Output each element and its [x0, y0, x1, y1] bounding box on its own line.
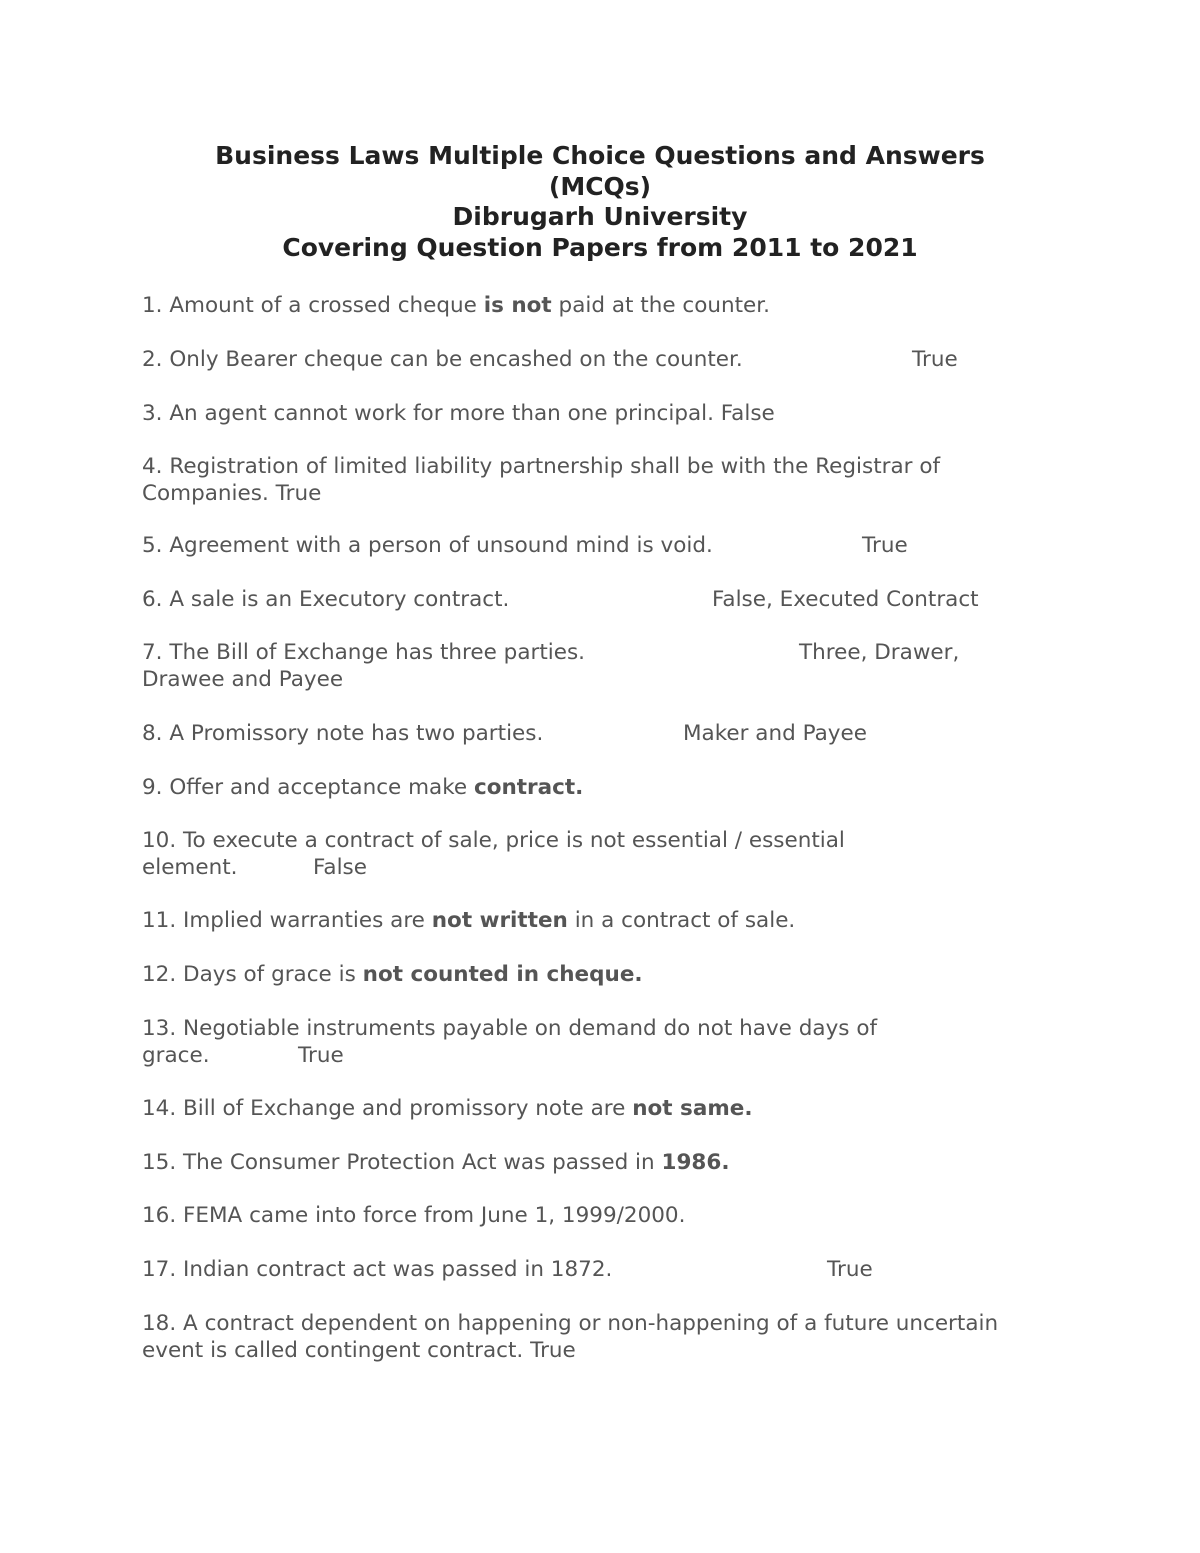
- question-text-line2: grace.: [142, 1042, 210, 1068]
- question-answer-line2: Drawee and Payee: [142, 666, 344, 692]
- question-15: [142, 1150, 1102, 1177]
- question-emphasis: not counted in cheque.: [362, 962, 643, 987]
- question-2: [142, 347, 1102, 374]
- question-text: 15. The Consumer Protection Act was passed in: [142, 1150, 662, 1175]
- question-text: 9. Offer and acceptance make: [142, 775, 474, 800]
- question-10: [142, 828, 1102, 881]
- question-answer: True: [912, 347, 958, 372]
- question-answer: False: [313, 854, 367, 880]
- question-9: [142, 775, 1102, 802]
- question-text: 10. To execute a contract of sale, price is not essential / essential: [142, 828, 845, 853]
- question-text: 13. Negotiable instruments payable on demand do not have days of: [142, 1016, 878, 1041]
- question-text: 14. Bill of Exchange and promissory note are: [142, 1096, 633, 1121]
- question-8: [142, 721, 1102, 748]
- document-title: [0, 141, 1200, 263]
- question-11: [142, 908, 1102, 935]
- question-emphasis: not same.: [632, 1096, 753, 1121]
- question-answer: False, Executed Contract: [712, 587, 979, 612]
- question-text: 3. An agent cannot work for more than one principal. False: [142, 401, 775, 426]
- question-text: 12. Days of grace is: [142, 962, 363, 987]
- question-18: [142, 1311, 1102, 1364]
- question-text: 8. A Promissory note has two parties.: [142, 721, 544, 746]
- question-emphasis: contract.: [473, 775, 584, 800]
- question-emphasis: 1986.: [661, 1150, 730, 1175]
- title-line-1: Business Laws Multiple Choice Questions and Answers: [215, 141, 985, 170]
- question-1: [142, 293, 1102, 320]
- question-text: 7. The Bill of Exchange has three parties.: [142, 640, 585, 665]
- question-12: [142, 962, 1102, 989]
- question-13: [142, 1016, 1102, 1069]
- question-16: [142, 1203, 1102, 1230]
- question-text: 1. Amount of a crossed cheque: [142, 293, 484, 318]
- question-answer: True: [298, 1042, 344, 1068]
- question-7: [142, 640, 1102, 693]
- question-text-line2: Companies. True: [142, 480, 322, 506]
- question-text-end: in a contract of sale.: [567, 908, 796, 933]
- question-text: 16. FEMA came into force from June 1, 1999/2000.: [142, 1203, 686, 1228]
- title-line-2: (MCQs): [548, 171, 652, 201]
- question-text: 2. Only Bearer cheque can be encashed on the counter.: [142, 347, 743, 372]
- question-17: [142, 1257, 1102, 1284]
- question-emphasis: not written: [431, 908, 568, 933]
- question-text: 11. Implied warranties are: [142, 908, 432, 933]
- question-answer: Maker and Payee: [683, 721, 867, 746]
- question-answer: True: [827, 1257, 873, 1282]
- question-3: [142, 401, 1102, 428]
- question-answer: True: [862, 533, 908, 558]
- question-emphasis: is not: [483, 293, 552, 318]
- question-text: 6. A sale is an Executory contract.: [142, 587, 510, 612]
- question-text-end: paid at the counter.: [551, 293, 770, 318]
- question-text: 4. Registration of limited liability partnership shall be with the Registrar of: [142, 454, 941, 479]
- question-4: [142, 454, 1102, 507]
- question-text: 18. A contract dependent on happening or non-happening of a future uncertain: [142, 1311, 999, 1336]
- question-answer: Three, Drawer,: [799, 640, 960, 665]
- question-6: [142, 587, 1102, 614]
- question-text-line2: event is called contingent contract. True: [142, 1337, 576, 1363]
- question-14: [142, 1096, 1102, 1123]
- title-line-3: Dibrugarh University: [452, 202, 748, 231]
- question-text: 17. Indian contract act was passed in 1872.: [142, 1257, 613, 1282]
- question-text-line2: element.: [142, 854, 238, 880]
- question-text: 5. Agreement with a person of unsound mind is void.: [142, 533, 713, 558]
- question-5: [142, 533, 1102, 560]
- title-line-4: Covering Question Papers from 2011 to 2021: [282, 232, 918, 262]
